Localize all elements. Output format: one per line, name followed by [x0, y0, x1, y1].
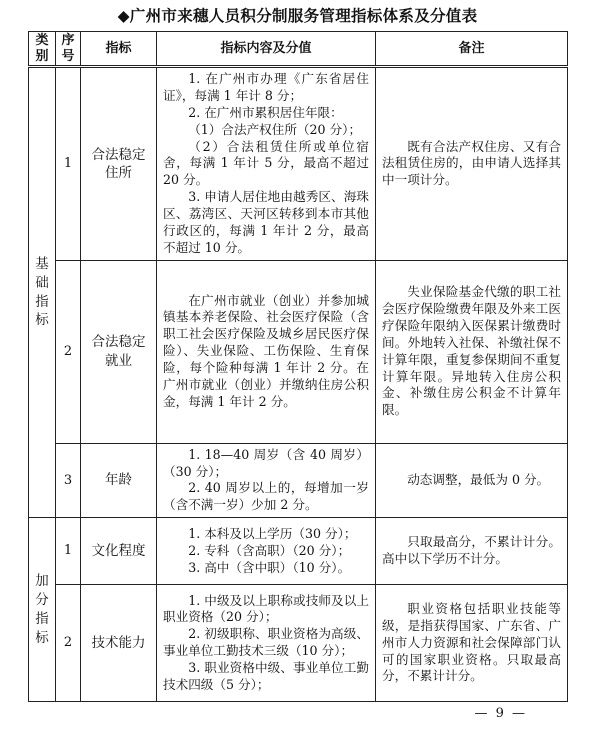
seq-cell: 2: [56, 260, 81, 443]
header-category: 类 别: [29, 32, 56, 67]
header-seq: 序 号: [56, 32, 81, 67]
content-cell: 1. 在广州市办理《广东省居住证》，每满 1 年计 8 分； 2. 在广州市累积居住年限： （1）合法产权住所（20 分）； （2）合法租赁住所或单位宿舍，每满 1 年计 5 分，最高不超过 20 分。 3. 申请人居住地由越秀区、海珠区、荔湾区、天河区转移到本市其他行政区的，每满 1 年计 2 分，最高不超过 10 分。: [157, 67, 376, 261]
document-title: ◆广州市来穗人员积分制服务管理指标体系及分值表: [117, 7, 478, 25]
table-row: [29, 260, 568, 443]
note-cell: 既有合法产权住房、又有合法租赁住房的，由申请人选择其中一项计分。: [376, 67, 568, 261]
seq-cell: 1: [56, 67, 81, 261]
content-cell: 1. 中级及以上职称或技师及以上职业资格（20 分）； 2. 初级职称、职业资格为高级、事业单位工勤技术三级（10 分）； 3. 职业资格中级、事业单位工勤技术四级（5 分）；: [157, 585, 376, 702]
indicator-cell: 技术能力: [81, 585, 157, 702]
table-row: [29, 443, 568, 518]
indicator-cell: 合法稳定 就业: [81, 260, 157, 443]
table-row: [29, 67, 568, 261]
header-note: 备注: [376, 32, 568, 67]
content-cell: 1. 18—40 周岁（含 40 周岁）（30 分）； 2. 40 周岁以上的，每增加一岁（含不满一岁）少加 2 分。: [157, 443, 376, 518]
seq-cell: 1: [56, 518, 81, 585]
category-bonus: 加 分 指 标: [29, 518, 56, 702]
category-basic: 基 础 指 标: [29, 67, 56, 518]
page-number: — 9 —: [474, 706, 527, 721]
note-cell: 动态调整，最低为 0 分。: [376, 443, 568, 518]
header-content: 指标内容及分值: [157, 32, 376, 67]
indicator-cell: 年龄: [81, 443, 157, 518]
indicator-cell: 文化程度: [81, 518, 157, 585]
indicator-table: [28, 31, 568, 702]
table-header-row: [29, 32, 568, 67]
seq-cell: 3: [56, 443, 81, 518]
note-cell: 只取最高分，不累计计分。高中以下学历不计分。: [376, 518, 568, 585]
content-cell: 在广州市就业（创业）并参加城镇基本养老保险、社会医疗保险（含职工社会医疗保险及城乡居民医疗保险）、失业保险、工伤保险、生育保险，每个险种每满 1 年计 2 分。在广州市就业（创业）并缴纳住房公积金，每满 1 年计 2 分。: [157, 260, 376, 443]
content-cell: 1. 本科及以上学历（30 分）； 2. 专科（含高职）（20 分）； 3. 高中（含中职）（10 分）。: [157, 518, 376, 585]
seq-cell: 2: [56, 585, 81, 702]
note-cell: 职业资格包括职业技能等级，是指获得国家、广东省、广州市人力资源和社会保障部门认可的国家职业资格。只取最高分，不累计计分。: [376, 585, 568, 702]
table-row: [29, 585, 568, 702]
table-row: [29, 518, 568, 585]
header-indicator: 指标: [81, 32, 157, 67]
note-cell: 失业保险基金代缴的职工社会医疗保险缴费年限及外来工医疗保险年限纳入医保累计缴费时间。外地转入社保、补缴社保不计算年限，重复参保期间不重复计算年限。异地转入住房公积金、补缴住房公积金不计算年限。: [376, 260, 568, 443]
indicator-cell: 合法稳定 住所: [81, 67, 157, 261]
